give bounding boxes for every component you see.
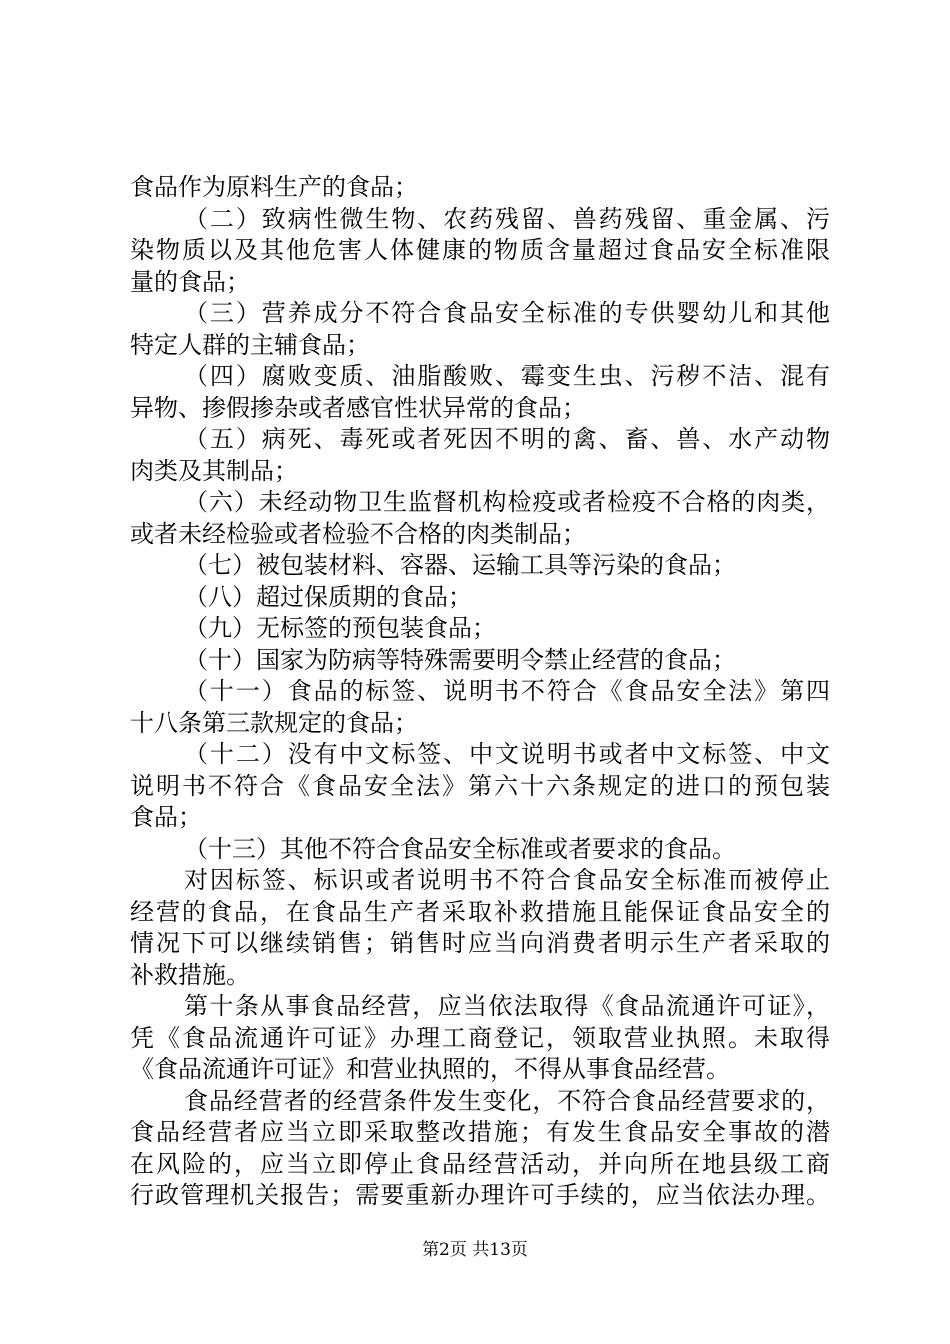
text-line: 肉类及其制品； bbox=[130, 456, 298, 485]
text-line: （四）腐败变质、油脂酸败、霉变生虫、污秽不洁、混有 bbox=[184, 362, 830, 390]
text-line: （十）国家为防病等特殊需要明令禁止经营的食品； bbox=[184, 645, 736, 674]
text-line: （三）营养成分不符合食品安全标准的专供婴幼儿和其他 bbox=[184, 299, 830, 327]
text-line: 十八条第三款规定的食品； bbox=[130, 708, 418, 737]
text-line: 食品作为原料生产的食品； bbox=[130, 173, 418, 201]
text-line: 经营的食品，在食品生产者采取补救措施且能保证食品安全的 bbox=[130, 897, 830, 926]
text-line: 第十条从事食品经营，应当依法取得《食品流通许可证》， bbox=[184, 992, 830, 1020]
text-line: 或者未经检验或者检验不合格的肉类制品； bbox=[130, 519, 586, 548]
text-line: 行政管理机关报告；需要重新办理许可手续的，应当依法办理。 bbox=[130, 1181, 830, 1209]
text-line: （十二）没有中文标签、中文说明书或者中文标签、中文 bbox=[184, 740, 830, 768]
text-line: （十一）食品的标签、说明书不符合《食品安全法》第四 bbox=[184, 677, 830, 705]
text-line: 特定人群的主辅食品； bbox=[130, 330, 370, 359]
text-line: 食品； bbox=[130, 803, 202, 831]
text-line: 食品经营者应当立即采取整改措施；有发生食品安全事故的潜 bbox=[130, 1118, 830, 1146]
text-line: （二）致病性微生物、农药残留、兽药残留、重金属、污 bbox=[184, 204, 830, 233]
page-number-footer: 第2页 共13页 bbox=[422, 1240, 528, 1260]
document-body bbox=[130, 172, 830, 1212]
text-line: （七）被包装材料、容器、运输工具等污染的食品； bbox=[184, 551, 736, 579]
text-line: 说明书不符合《食品安全法》第六十六条规定的进口的预包装 bbox=[130, 771, 830, 800]
text-line: （八）超过保质期的食品； bbox=[184, 582, 472, 611]
text-line: 补救措施。 bbox=[130, 960, 250, 989]
text-line: 对因标签、标识或者说明书不符合食品安全标准而被停止 bbox=[184, 866, 830, 894]
text-line: （五）病死、毒死或者死因不明的禽、畜、兽、水产动物 bbox=[184, 425, 830, 453]
text-line: 《食品流通许可证》和营业执照的，不得从事食品经营。 bbox=[130, 1055, 730, 1083]
text-line: 染物质以及其他危害人体健康的物质含量超过食品安全标准限 bbox=[130, 236, 830, 264]
text-line: （六）未经动物卫生监督机构检疫或者检疫不合格的肉类， bbox=[184, 488, 830, 516]
text-line: 食品经营者的经营条件发生变化，不符合食品经营要求的， bbox=[184, 1086, 830, 1115]
text-line: 凭《食品流通许可证》办理工商登记，领取营业执照。未取得 bbox=[130, 1023, 830, 1052]
text-line: 在风险的，应当立即停止食品经营活动，并向所在地县级工商 bbox=[130, 1149, 830, 1178]
text-line: 情况下可以继续销售；销售时应当向消费者明示生产者采取的 bbox=[130, 929, 830, 957]
text-line: （九）无标签的预包装食品； bbox=[184, 614, 496, 642]
text-line: （十三）其他不符合食品安全标准或者要求的食品。 bbox=[184, 834, 736, 863]
text-line: 量的食品； bbox=[130, 267, 250, 296]
text-line: 异物、掺假掺杂或者感官性状异常的食品； bbox=[130, 393, 586, 422]
